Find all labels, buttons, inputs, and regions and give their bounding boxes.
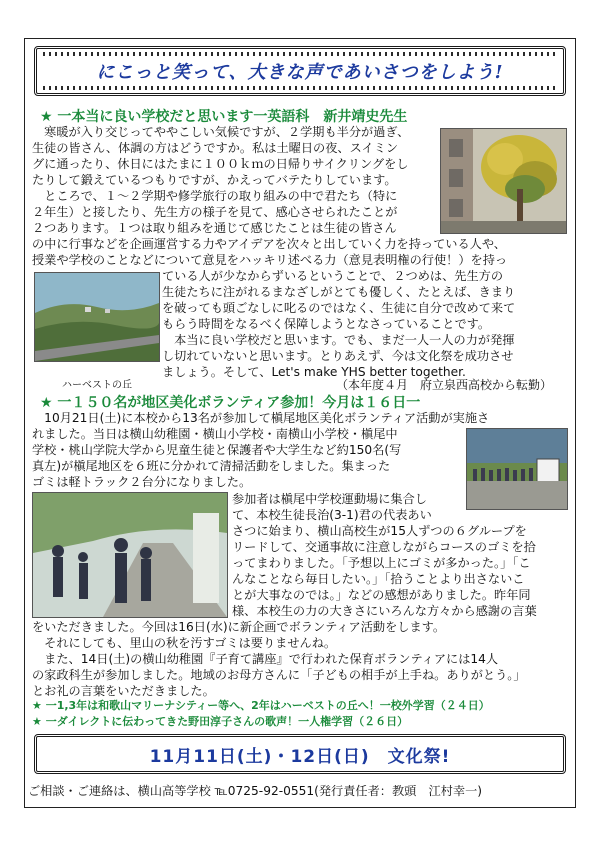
article1-line: ましょう。そして、Let's make YHS better together. <box>162 365 466 379</box>
article2-line: ゴミは軽トラック２台分になりました。 <box>32 475 252 489</box>
article1-line: 生徒の皆さん、体調の方はどうですか。私は土曜日の夜、スイミン <box>32 141 399 155</box>
article2-heading: ★ 一１５０名が地区美化ボランティア参加！今月は１６日一 <box>40 395 421 411</box>
article1-line: 生徒たちに注がれるまなざしがとても優しく、たとえば、きまり <box>162 285 516 299</box>
article2-line: をいただきました。今回は16日(水)に新企画でボランティア活動をします。 <box>32 620 446 634</box>
article1-line: 授業や学校のことなどについて意見をハッキリ述べる力（意見表明権の行使！）を持っ <box>32 253 508 267</box>
article2-line: 学校・桃山学院大学から児童生徒と保護者や大学生など約150名(写 <box>32 443 402 457</box>
article1-line: ている人が少なからずいるということで、２つめは、先生方の <box>162 269 504 283</box>
article1-line: 本当に良い学校だと思います。でも、まだ一人一人の力が発揮 <box>162 333 515 347</box>
article1-line: グに通ったり、休日にはたまに１００ｋｍの日帰りサイクリングをし <box>32 157 409 171</box>
article1-line: し切れていないと思います。とりあえず、今は文化祭を成功させ <box>162 349 514 363</box>
article1-line: たりして鍛えているつもりですが、かえってバテたりしています。 <box>32 173 397 187</box>
article2-line: れました。当日は横山幼稚園・横山小学校・南横山小学校・槇尾中 <box>32 427 398 441</box>
article1-line: ２年生）と接したり、先生方の様子を見て、感心させられたことが <box>32 205 398 219</box>
article2-line: とが大事なのでは。」などの感想がありました。昨年同 <box>232 588 531 602</box>
article2-line: んなことなら毎日したい。」「拾うことより出さないこ <box>232 572 525 586</box>
article1-line: ところで、１～２学期や修学旅行の取り組みの中で君たち（特に <box>32 189 398 203</box>
article2-line: て、本校生徒長治(3-1)君の代表あい <box>232 508 432 522</box>
students-walking-photo <box>32 492 228 618</box>
harvest-photo-caption: ハーベストの丘 <box>62 380 132 391</box>
culture-festival-text: 11月11日(土)・12日(日) 文化祭! <box>149 746 451 767</box>
article1-signoff: （本年度４月 府立泉西高校から転勤） <box>336 378 553 392</box>
article2-line: 参加者は槇尾中学校運動場に集合し <box>232 492 427 506</box>
article1-line: を破っても頭ごなしに叱るのではなく、生徒に自分で改めて来て <box>162 301 516 315</box>
greeting-banner-text: にこっと笑って、大きな声であいさつをしよう! <box>96 62 504 83</box>
volunteer-group-photo <box>466 428 568 510</box>
article1-heading: ★ 一本当に良い学校だと思います一英語科 新井靖史先生 <box>40 109 408 125</box>
tree-photo <box>440 128 567 234</box>
notice-human-rights: ★ 一ダイレクトに伝わってきた野田淳子さんの歌声！一人権学習（２６日） <box>32 715 409 728</box>
article2-line: 様、本校生の力の大きさにいろんな方々から感謝の言葉 <box>232 604 537 618</box>
article2-line: リードして、交通事故に注意しながらコースのゴミを拾 <box>232 540 536 554</box>
article2-line: また、14日(土)の横山幼稚園『子育て講座』で行われた保育ボランティアには14人 <box>32 652 499 666</box>
article1-line: もらう時間をなるべく保障しようとなさっていることです。 <box>162 317 491 331</box>
article2-line: とお礼の言葉をいただきました。 <box>32 684 215 698</box>
article1-line: ２つあります。１つは取り組みを通じて感じたことは生徒の皆さん <box>32 221 397 235</box>
article2-line: 真左)が槇尾地区を６班に分かれて清掃活動をしました。集まった <box>32 459 391 473</box>
article1-line: の中に行事などを企画運営する力やアイデアを次々と出していく力を持っている人や、 <box>32 237 506 251</box>
article2-line: 10月21日(土)に本校から13名が参加して槇尾地区美化ボランティア活動が実施さ <box>32 411 490 425</box>
greeting-banner <box>34 46 566 96</box>
article2-line: ってまわりました。「予想以上にゴミが多かった。」「こ <box>232 556 531 570</box>
article1-line: 寒暖が入り交じってややこしい気候ですが、２学期も半分が過ぎ、 <box>32 125 410 139</box>
contact-footer: ご相談・ご連絡は、横山高等学校 ℡0725-92-0551(発行責任者：教頭 江村幸一) <box>28 784 483 798</box>
notice-field-trip: ★ 一1,3年は和歌山マリーナシティー等へ、2年はハーベストの丘へ！一校外学習（２４日） <box>32 699 490 712</box>
article2-line: さつに始まり、横山高校生が15人ずつの６グループを <box>232 524 527 538</box>
article2-line: の家政科生が参加しました。地域のお母方さんに「子どもの相手が上手ね。ありがとう。」 <box>32 668 526 682</box>
culture-festival-box <box>34 734 566 774</box>
article2-line: それにしても、里山の秋を汚すゴミは要りませんね。 <box>32 636 337 650</box>
harvest-hill-photo <box>34 272 160 362</box>
